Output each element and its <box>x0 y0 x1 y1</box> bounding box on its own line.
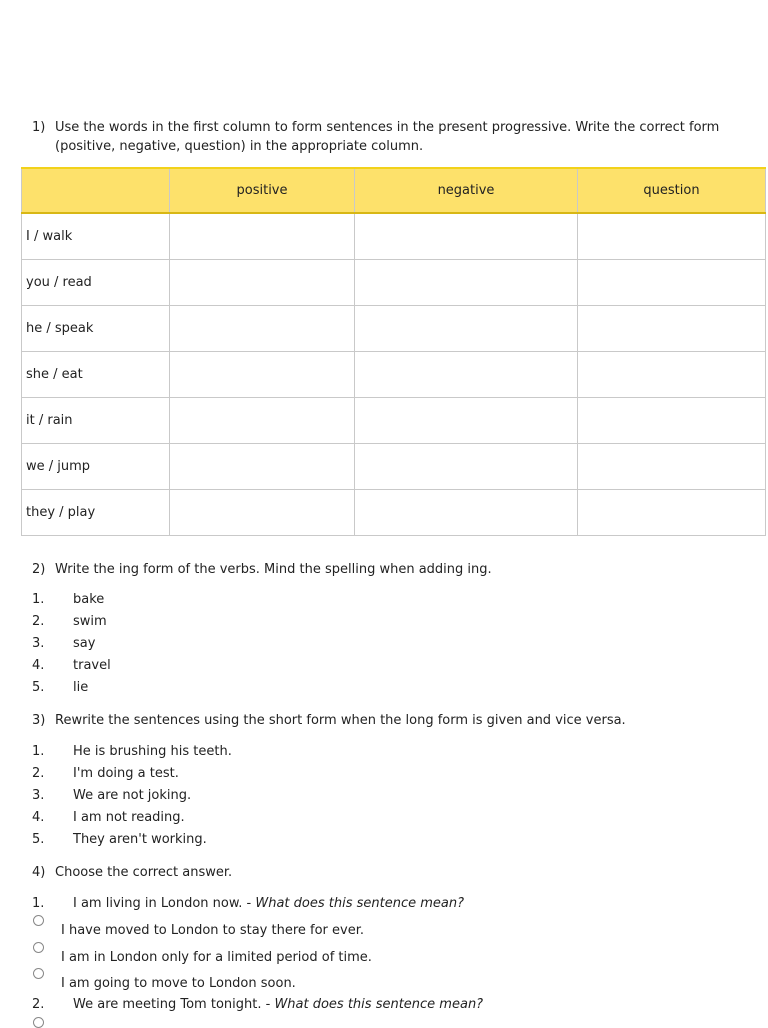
answer-cell-negative[interactable] <box>355 490 578 536</box>
option-label: I am in London only for a limited period of time. <box>61 950 372 965</box>
answer-cell-positive[interactable] <box>170 213 355 260</box>
header-question: question <box>578 168 766 213</box>
radio-button[interactable] <box>33 1017 44 1028</box>
item-text: We are not joking. <box>73 788 192 803</box>
task-3-instruction <box>32 711 732 730</box>
table-row <box>22 260 766 306</box>
task-1-number: 1) <box>32 120 46 135</box>
table-row <box>22 213 766 260</box>
answer-cell-negative[interactable] <box>355 260 578 306</box>
answer-cell-positive[interactable] <box>170 306 355 352</box>
header-subject <box>22 168 170 213</box>
answer-cell-question[interactable] <box>578 490 766 536</box>
answer-cell-question[interactable] <box>578 260 766 306</box>
table-row <box>22 398 766 444</box>
answer-cell-question[interactable] <box>578 213 766 260</box>
answer-cell-positive[interactable] <box>170 260 355 306</box>
task-1-instruction <box>32 118 732 156</box>
row-prompt: he / speak <box>22 306 170 352</box>
task-4-text: Choose the correct answer. <box>55 865 233 880</box>
option-label: I am going to move to London soon. <box>61 976 296 991</box>
item-text: They aren't working. <box>73 832 207 847</box>
task-3-number: 3) <box>32 713 46 728</box>
question-number: 2. <box>32 997 45 1012</box>
row-prompt: you / read <box>22 260 170 306</box>
item-number: 4. <box>32 810 45 825</box>
item-number: 3. <box>32 788 45 803</box>
radio-button[interactable] <box>33 942 44 953</box>
item-number: 4. <box>32 658 45 673</box>
option-label: I have moved to London to stay there for ever. <box>61 923 365 938</box>
radio-button[interactable] <box>33 968 44 979</box>
question-prompt: What does this sentence mean? <box>255 896 465 911</box>
item-number: 2. <box>32 766 45 781</box>
radio-button[interactable] <box>33 915 44 926</box>
row-prompt: they / play <box>22 490 170 536</box>
header-negative: negative <box>355 168 578 213</box>
row-prompt: we / jump <box>22 444 170 490</box>
item-number: 1. <box>32 592 45 607</box>
item-text: bake <box>73 592 105 607</box>
answer-cell-question[interactable] <box>578 306 766 352</box>
table-header-row <box>22 168 766 213</box>
task-2-text: Write the ing form of the verbs. Mind the spelling when adding ing. <box>55 562 492 577</box>
item-text: travel <box>73 658 111 673</box>
exercise-table <box>21 167 766 536</box>
answer-cell-question[interactable] <box>578 352 766 398</box>
item-text: He is brushing his teeth. <box>73 744 232 759</box>
answer-cell-question[interactable] <box>578 444 766 490</box>
task-4-instruction <box>32 863 732 882</box>
item-number: 3. <box>32 636 45 651</box>
answer-cell-negative[interactable] <box>355 213 578 260</box>
answer-cell-negative[interactable] <box>355 444 578 490</box>
task-4-number: 4) <box>32 865 46 880</box>
answer-cell-positive[interactable] <box>170 398 355 444</box>
answer-cell-positive[interactable] <box>170 352 355 398</box>
answer-cell-negative[interactable] <box>355 306 578 352</box>
row-prompt: it / rain <box>22 398 170 444</box>
item-text: lie <box>73 680 89 695</box>
item-number: 5. <box>32 832 45 847</box>
header-positive: positive <box>170 168 355 213</box>
question-prompt: What does this sentence mean? <box>274 997 484 1012</box>
task-3-text: Rewrite the sentences using the short form when the long form is given and vice versa. <box>55 713 626 728</box>
answer-cell-question[interactable] <box>578 398 766 444</box>
task-2-number: 2) <box>32 562 46 577</box>
item-number: 1. <box>32 744 45 759</box>
answer-cell-negative[interactable] <box>355 352 578 398</box>
table-row <box>22 490 766 536</box>
question-text: We are meeting Tom tonight. - <box>73 997 275 1012</box>
task-2-instruction <box>32 560 732 579</box>
question-number: 1. <box>32 896 45 911</box>
answer-cell-positive[interactable] <box>170 490 355 536</box>
table-row <box>22 352 766 398</box>
question-text: I am living in London now. - <box>73 896 256 911</box>
table-row <box>22 306 766 352</box>
item-text: I'm doing a test. <box>73 766 179 781</box>
answer-cell-negative[interactable] <box>355 398 578 444</box>
row-prompt: she / eat <box>22 352 170 398</box>
item-number: 5. <box>32 680 45 695</box>
task-1-text: Use the words in the first column to form sentences in the present progressive. Write the correct form (positive, negative, question) in the appropriate column. <box>55 120 720 154</box>
row-prompt: I / walk <box>22 213 170 260</box>
item-text: say <box>73 636 96 651</box>
item-number: 2. <box>32 614 45 629</box>
item-text: I am not reading. <box>73 810 185 825</box>
table-row <box>22 444 766 490</box>
answer-cell-positive[interactable] <box>170 444 355 490</box>
item-text: swim <box>73 614 107 629</box>
